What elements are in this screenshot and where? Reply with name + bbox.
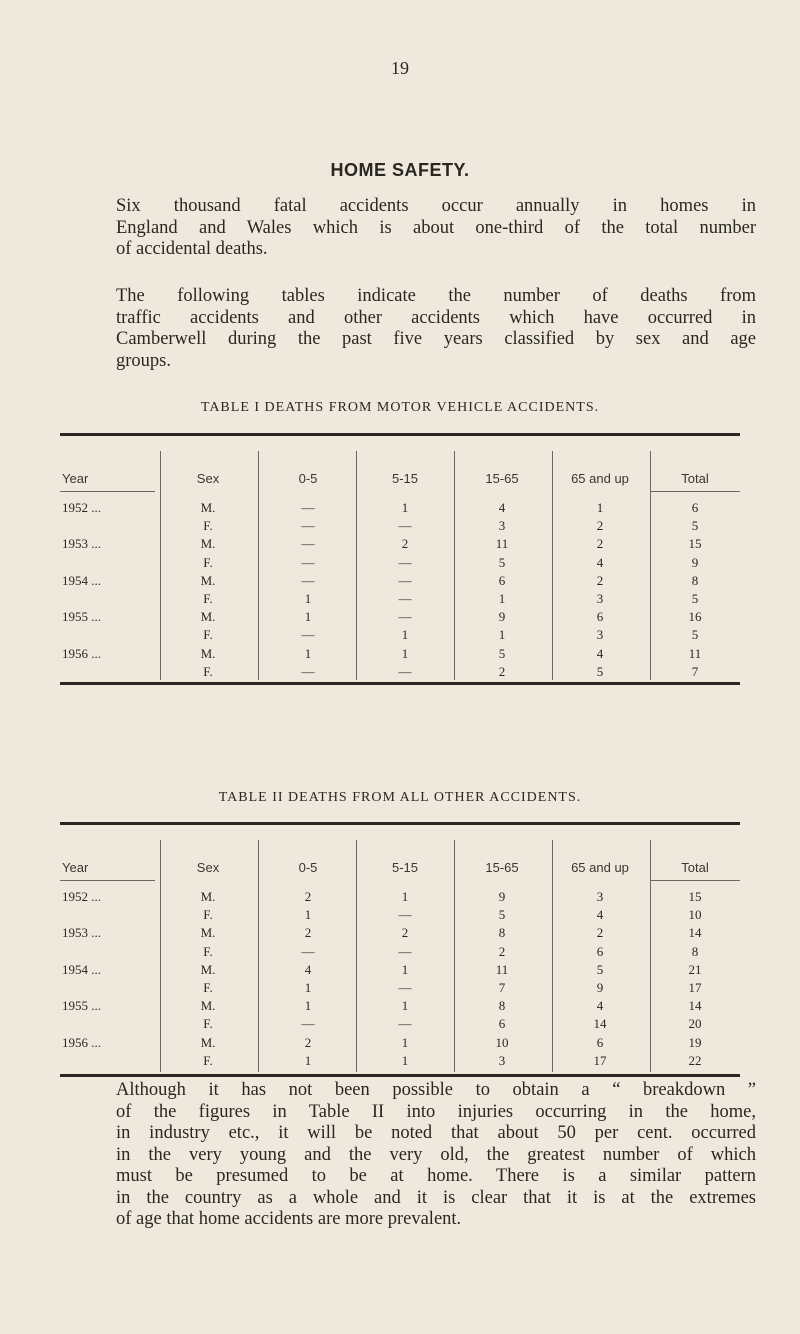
sex-header: Sex <box>196 860 220 875</box>
age-5-15-cell: 1 <box>401 961 409 977</box>
page-number: 19 <box>391 58 409 78</box>
age-5-15-cell: — <box>398 572 412 588</box>
section-heading: HOME SAFETY. <box>330 160 470 180</box>
age-65-up-cell: 17 <box>593 1052 607 1068</box>
age-65-up-cell: 9 <box>596 980 604 995</box>
table1-title: TABLE I DEATHS FROM MOTOR VEHICLE ACCIDENTS. <box>200 400 600 415</box>
table-row <box>60 1053 740 1074</box>
age-0-5-cell: — <box>301 518 315 534</box>
age-0-5-cell: 1 <box>304 591 312 606</box>
sex-cell: M. <box>200 645 216 661</box>
paragraph-line: of accidental deaths. <box>116 239 268 259</box>
table2-title: TABLE II DEATHS FROM ALL OTHER ACCIDENTS. <box>218 790 582 805</box>
age-15-65-cell: 11 <box>495 961 509 977</box>
year-cell: 1954 ... <box>62 572 101 588</box>
sex-cell: M. <box>200 961 216 977</box>
age-0-5-header: 0-5 <box>298 471 318 486</box>
paragraph-line: Although it has not been possible to obtain a “ breakdown ” <box>116 1080 756 1100</box>
age-0-5-cell: — <box>301 1016 315 1032</box>
age-15-65-header: 15-65 <box>485 860 519 875</box>
age-0-5-cell: 1 <box>304 1052 312 1068</box>
header-underline <box>650 491 740 492</box>
age-0-5-cell: — <box>301 663 315 679</box>
total-cell: 20 <box>688 1016 702 1032</box>
sex-cell: F. <box>203 518 213 534</box>
age-65-up-cell: 2 <box>596 518 604 534</box>
total-cell: 5 <box>691 518 699 534</box>
total-cell: 8 <box>691 943 699 959</box>
sex-cell: F. <box>203 1052 213 1068</box>
age-5-15-cell: — <box>398 907 412 923</box>
year-cell: 1955 ... <box>62 998 101 1014</box>
age-15-65-cell: 7 <box>498 980 506 995</box>
paragraph-line: The following tables indicate the number of deaths from <box>116 286 756 306</box>
age-65-up-cell: 6 <box>596 943 604 959</box>
sex-cell: M. <box>200 889 216 904</box>
age-65-up-cell: 4 <box>596 645 604 661</box>
age-5-15-cell: — <box>398 1016 412 1032</box>
paragraph-line: of the figures in Table II into injuries occurring in the home, <box>116 1101 756 1122</box>
total-header: Total <box>681 471 709 486</box>
age-0-5-cell: 2 <box>304 1034 312 1050</box>
age-0-5-cell: 1 <box>304 980 312 995</box>
paragraph-line: traffic accidents and other accidents which have occurred in <box>116 307 756 328</box>
age-65-up-cell: 6 <box>596 609 604 625</box>
age-15-65-cell: 6 <box>498 1016 506 1032</box>
age-65-up-cell: 3 <box>596 591 604 606</box>
total-header: Total <box>681 860 709 875</box>
age-15-65-cell: 5 <box>498 554 506 570</box>
age-0-5-cell: 1 <box>304 998 312 1014</box>
age-65-up-cell: 4 <box>596 907 604 923</box>
age-15-65-cell: 5 <box>498 907 506 923</box>
table-bottom-rule <box>60 1074 740 1077</box>
paragraph-line: must be presumed to be at home. There is a similar pattern <box>116 1166 756 1186</box>
age-5-15-cell: 1 <box>401 1034 409 1050</box>
paragraph-line: Six thousand fatal accidents occur annually in homes in <box>116 196 756 216</box>
total-cell: 11 <box>688 645 702 661</box>
age-65-up-cell: 5 <box>596 961 604 977</box>
total-cell: 9 <box>691 554 699 570</box>
sex-cell: F. <box>203 554 213 570</box>
paragraph-line: of age that home accidents are more prevalent. <box>116 1209 462 1229</box>
sex-cell: F. <box>203 907 213 923</box>
motor-vehicle-deaths-table <box>60 433 740 688</box>
age-5-15-header: 5-15 <box>391 471 419 486</box>
total-cell: 16 <box>688 609 702 625</box>
age-5-15-cell: 1 <box>401 998 409 1014</box>
age-5-15-cell: 2 <box>401 536 409 552</box>
age-0-5-cell: — <box>301 572 315 588</box>
intro-paragraph <box>58 196 756 261</box>
age-15-65-cell: 9 <box>498 889 506 904</box>
age-5-15-cell: — <box>398 609 412 625</box>
year-cell: 1952 ... <box>62 500 101 515</box>
age-65-up-cell: 4 <box>596 554 604 570</box>
total-cell: 6 <box>691 500 699 515</box>
age-5-15-header: 5-15 <box>391 860 419 875</box>
age-15-65-cell: 2 <box>498 943 506 959</box>
age-15-65-header: 15-65 <box>485 471 519 486</box>
year-cell: 1956 ... <box>62 645 101 661</box>
total-cell: 7 <box>691 663 699 679</box>
age-5-15-cell: 1 <box>401 627 409 643</box>
total-cell: 15 <box>688 536 702 552</box>
age-15-65-cell: 5 <box>498 645 506 661</box>
age-65-up-cell: 14 <box>593 1016 607 1032</box>
age-5-15-cell: — <box>398 591 412 606</box>
total-cell: 14 <box>688 998 702 1014</box>
paragraph-line: England and Wales which is about one-third of the total number <box>116 217 756 238</box>
age-65-up-cell: 3 <box>596 627 604 643</box>
total-cell: 21 <box>688 961 702 977</box>
sex-cell: F. <box>203 980 213 995</box>
age-0-5-cell: 1 <box>304 609 312 625</box>
age-65-up-cell: 2 <box>596 925 604 941</box>
sex-cell: M. <box>200 536 216 552</box>
year-cell: 1952 ... <box>62 889 101 904</box>
age-65-up-cell: 2 <box>596 536 604 552</box>
year-cell: 1954 ... <box>62 961 101 977</box>
age-0-5-cell: — <box>301 554 315 570</box>
age-65-up-header: 65 and up <box>571 471 629 486</box>
sex-header: Sex <box>196 471 220 486</box>
sex-cell: M. <box>200 500 216 515</box>
age-5-15-cell: — <box>398 518 412 534</box>
total-cell: 10 <box>688 907 702 923</box>
conclusion-paragraph <box>58 1080 756 1231</box>
tables-intro-paragraph <box>58 286 756 372</box>
sex-cell: M. <box>200 998 216 1014</box>
table-top-rule <box>60 433 740 436</box>
sex-cell: M. <box>200 925 216 941</box>
age-15-65-cell: 11 <box>495 536 509 552</box>
table-bottom-rule <box>60 682 740 685</box>
age-0-5-cell: — <box>301 943 315 959</box>
total-cell: 17 <box>688 980 702 995</box>
sex-cell: F. <box>203 1016 213 1032</box>
age-15-65-cell: 10 <box>495 1034 509 1050</box>
sex-cell: F. <box>203 627 213 643</box>
age-15-65-cell: 6 <box>498 572 506 588</box>
paragraph-line: in the country as a whole and it is clear that it is at the extremes <box>116 1187 756 1208</box>
sex-cell: F. <box>203 663 213 679</box>
header-underline <box>60 880 155 881</box>
age-65-up-cell: 3 <box>596 889 604 904</box>
age-5-15-cell: 1 <box>401 1052 409 1068</box>
age-5-15-cell: — <box>398 663 412 679</box>
year-cell: 1955 ... <box>62 609 101 625</box>
age-0-5-cell: 1 <box>304 907 312 923</box>
age-15-65-cell: 9 <box>498 609 506 625</box>
header-underline <box>650 880 740 881</box>
paragraph-line: Camberwell during the past five years classified by sex and age <box>116 329 756 349</box>
total-cell: 22 <box>688 1052 702 1068</box>
age-5-15-cell: 1 <box>401 500 409 515</box>
age-5-15-cell: 1 <box>401 645 409 661</box>
age-65-up-header: 65 and up <box>571 860 629 875</box>
paragraph-line: groups. <box>116 350 171 371</box>
total-cell: 5 <box>691 627 699 643</box>
age-15-65-cell: 3 <box>498 1052 506 1068</box>
paragraph-line: in the very young and the very old, the greatest number of which <box>116 1144 756 1165</box>
year-cell: 1956 ... <box>62 1034 101 1050</box>
age-0-5-cell: 2 <box>304 925 312 941</box>
age-65-up-cell: 4 <box>596 998 604 1014</box>
sex-cell: F. <box>203 943 213 959</box>
age-0-5-header: 0-5 <box>298 860 318 875</box>
sex-cell: M. <box>200 1034 216 1050</box>
total-cell: 15 <box>688 889 702 904</box>
age-0-5-cell: — <box>301 536 315 552</box>
age-0-5-cell: 2 <box>304 889 312 904</box>
age-65-up-cell: 1 <box>596 500 604 515</box>
year-cell: 1953 ... <box>62 536 101 552</box>
age-15-65-cell: 1 <box>498 627 506 643</box>
age-0-5-cell: — <box>301 500 315 515</box>
age-5-15-cell: — <box>398 980 412 995</box>
age-5-15-cell: 1 <box>401 889 409 904</box>
table-top-rule <box>60 822 740 825</box>
age-15-65-cell: 1 <box>498 591 506 606</box>
age-15-65-cell: 8 <box>498 925 506 941</box>
total-cell: 14 <box>688 925 702 941</box>
year-cell: 1953 ... <box>62 925 101 941</box>
total-cell: 8 <box>691 572 699 588</box>
year-header: Year <box>62 860 89 875</box>
age-5-15-cell: 2 <box>401 925 409 941</box>
age-15-65-cell: 2 <box>498 663 506 679</box>
total-cell: 19 <box>688 1034 702 1050</box>
year-header: Year <box>62 471 89 486</box>
age-0-5-cell: — <box>301 627 315 643</box>
age-15-65-cell: 3 <box>498 518 506 534</box>
header-underline <box>60 491 155 492</box>
sex-cell: M. <box>200 572 216 588</box>
age-0-5-cell: 1 <box>304 645 312 661</box>
other-accidents-deaths-table <box>60 822 740 1080</box>
age-0-5-cell: 4 <box>304 961 312 977</box>
age-65-up-cell: 5 <box>596 663 604 679</box>
total-cell: 5 <box>691 591 699 606</box>
age-15-65-cell: 8 <box>498 998 506 1014</box>
sex-cell: M. <box>200 609 216 625</box>
age-65-up-cell: 2 <box>596 572 604 588</box>
paragraph-line: in industry etc., it will be noted that about 50 per cent. occurred <box>116 1123 756 1143</box>
sex-cell: F. <box>203 591 213 606</box>
age-15-65-cell: 4 <box>498 500 506 515</box>
age-65-up-cell: 6 <box>596 1034 604 1050</box>
age-5-15-cell: — <box>398 554 412 570</box>
age-5-15-cell: — <box>398 943 412 959</box>
